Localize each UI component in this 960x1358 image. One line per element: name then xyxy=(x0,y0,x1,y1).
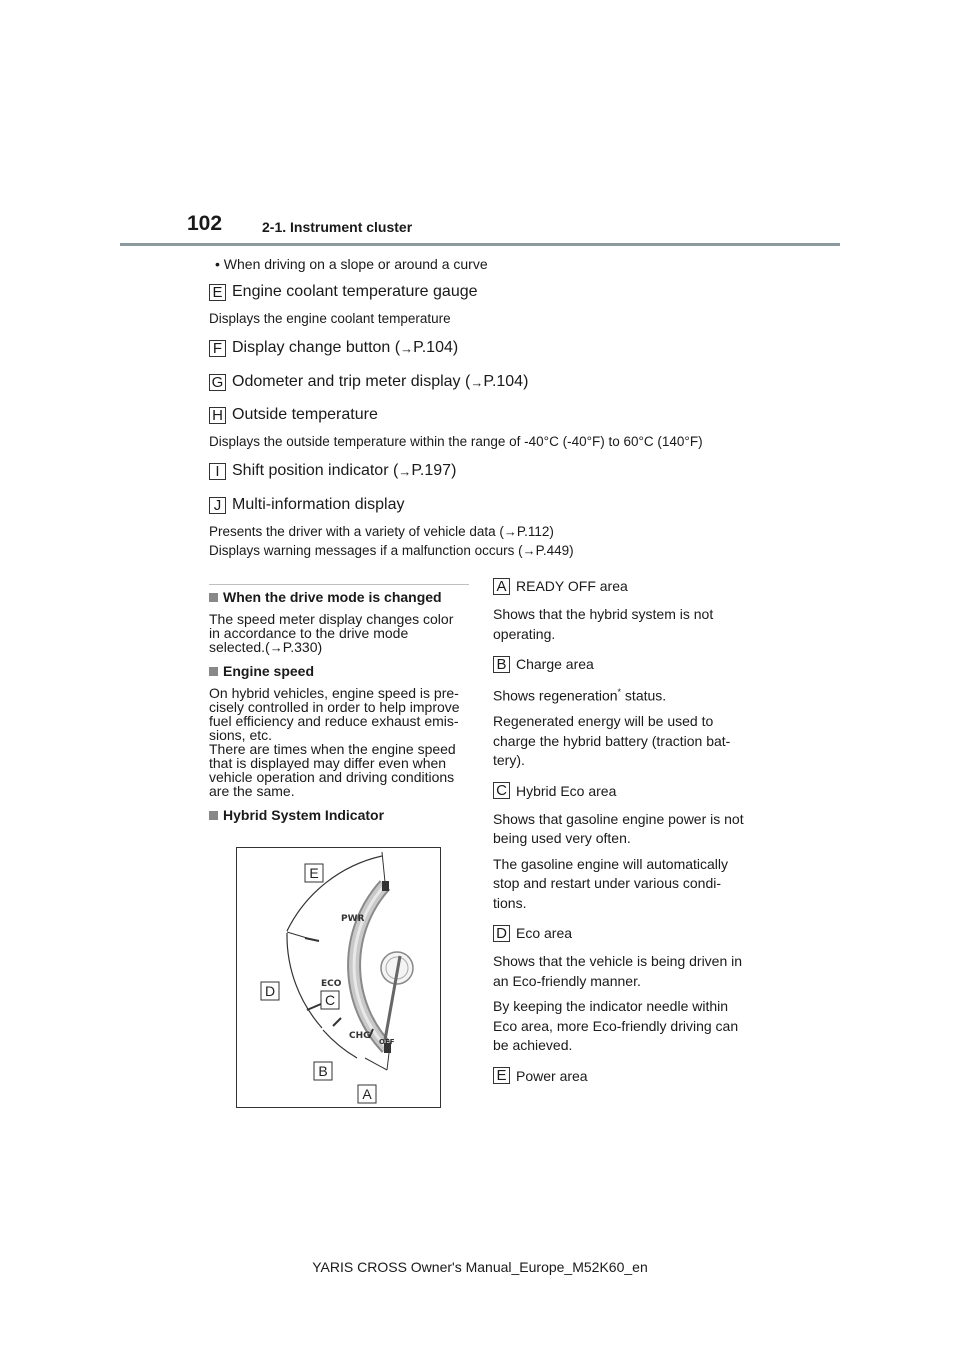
left-column xyxy=(209,584,469,823)
arrow-icon: → xyxy=(398,463,412,479)
text-fragment: status. xyxy=(621,687,667,704)
item-i xyxy=(209,462,456,480)
text-line: sions, etc. xyxy=(209,727,273,743)
text-line: The speed meter display changes color xyxy=(209,611,454,627)
text-line: tery). xyxy=(493,752,525,769)
page-number: 102 xyxy=(187,212,223,235)
item-j-desc-2 xyxy=(209,542,574,560)
item-letter: I xyxy=(209,463,226,480)
label-a: A xyxy=(362,1086,372,1102)
item-f xyxy=(209,339,458,357)
item-h xyxy=(209,406,378,424)
leader-line xyxy=(365,1058,387,1070)
arrow-icon: → xyxy=(269,640,283,655)
item-j-desc-1 xyxy=(209,523,554,541)
item-ref[interactable]: P.104) xyxy=(483,373,529,390)
area-letter: C xyxy=(493,782,510,799)
pwr-marking: PWR xyxy=(341,914,365,924)
area-label: READY OFF area xyxy=(516,578,628,594)
area-letter: B xyxy=(493,656,510,673)
text-fragment: Shows regeneration xyxy=(493,687,618,704)
label-c: C xyxy=(324,992,336,1008)
section-divider xyxy=(209,584,469,585)
text-line: tions. xyxy=(493,894,527,911)
square-bullet-icon xyxy=(209,811,218,820)
item-ref[interactable]: P.104) xyxy=(413,339,459,356)
area-letter: A xyxy=(493,578,510,595)
text-line: be achieved. xyxy=(493,1037,573,1054)
gauge-illustration xyxy=(237,848,440,1107)
area-e-heading xyxy=(493,1066,758,1086)
text-line: are the same. xyxy=(209,783,295,799)
right-column xyxy=(493,576,758,1086)
text-line: There are times when the engine speed xyxy=(209,741,456,757)
item-letter: J xyxy=(209,497,226,514)
item-h-desc: Displays the outside temperature within the range of -40°C (-40°F) to 60°C (140°F) xyxy=(209,434,703,449)
eco-marking: ECO xyxy=(321,979,342,989)
footer-manual-id: YARIS CROSS Owner's Manual_Europe_M52K60_en xyxy=(312,1259,648,1275)
arrow-icon: → xyxy=(503,524,517,539)
desc-text: Presents the driver with a variety of vehicle data ( xyxy=(209,524,504,539)
heading-text: Engine speed xyxy=(223,663,315,679)
square-bullet-icon xyxy=(209,593,218,602)
page-ref[interactable]: P.112) xyxy=(516,524,554,539)
item-label: Odometer and trip meter display ( xyxy=(232,373,471,390)
heading-text: Hybrid System Indicator xyxy=(223,807,385,823)
area-letter: E xyxy=(493,1067,510,1084)
area-label: Eco area xyxy=(516,925,573,942)
area-a-heading xyxy=(493,576,758,596)
arrow-icon: → xyxy=(470,374,484,390)
page-ref[interactable]: P.449) xyxy=(535,543,574,558)
text-line: in accordance to the drive mode xyxy=(209,625,409,641)
text-line: By keeping the indicator needle within xyxy=(493,998,729,1015)
text-line: Shows that the vehicle is being driven in xyxy=(493,953,743,970)
text-line: operating. xyxy=(493,625,556,642)
item-g xyxy=(209,373,528,391)
text-line: vehicle operation and driving conditions xyxy=(209,769,455,785)
item-label: Engine coolant temperature gauge xyxy=(232,283,478,300)
area-label: Power area xyxy=(516,1067,588,1084)
area-c-heading xyxy=(493,781,758,801)
item-letter: E xyxy=(209,284,226,301)
eco-dimension-arc xyxy=(287,933,322,1028)
text-line: that is displayed may differ even when xyxy=(209,755,447,771)
label-d: D xyxy=(264,983,276,999)
page-ref[interactable]: P.330) xyxy=(282,639,323,655)
off-marking: OFF xyxy=(379,1038,395,1046)
leader-line xyxy=(387,1053,389,1070)
item-letter: G xyxy=(209,374,226,391)
hybrid-indicator-heading xyxy=(209,807,469,823)
item-letter: F xyxy=(209,340,226,357)
arrow-icon: → xyxy=(400,340,414,356)
item-label: Shift position indicator ( xyxy=(232,462,399,479)
drive-mode-heading xyxy=(209,589,469,605)
bullet-line: • When driving on a slope or around a curve xyxy=(215,256,488,272)
header-divider xyxy=(120,243,840,246)
segment-tick xyxy=(333,1018,341,1026)
arrow-icon: → xyxy=(522,543,536,558)
item-label: Outside temperature xyxy=(232,406,378,423)
area-label: Charge area xyxy=(516,656,594,672)
text-line: an Eco-friendly manner. xyxy=(493,972,641,989)
item-j xyxy=(209,496,405,514)
text-fragment: selected.( xyxy=(209,639,270,655)
item-e-desc: Displays the engine coolant temperature xyxy=(209,311,451,326)
heading-text: When the drive mode is changed xyxy=(223,589,442,605)
text-line: Shows that the hybrid system is not xyxy=(493,606,714,622)
text-line xyxy=(209,640,469,655)
text-line xyxy=(493,683,758,706)
text-line: Regenerated energy will be used to xyxy=(493,713,714,730)
area-label: Hybrid Eco area xyxy=(516,782,617,799)
area-d-heading xyxy=(493,923,758,943)
segment-tick xyxy=(305,938,319,941)
text-line: On hybrid vehicles, engine speed is pre- xyxy=(209,685,459,701)
area-b-heading xyxy=(493,654,758,674)
section-title: 2-1. Instrument cluster xyxy=(262,219,413,235)
hybrid-indicator-diagram xyxy=(236,847,441,1108)
text-line: Eco area, more Eco-friendly driving can xyxy=(493,1017,739,1034)
text-line: being used very often. xyxy=(493,830,631,847)
chg-marking: CHG xyxy=(349,1031,371,1041)
gauge-end-cap xyxy=(382,881,389,891)
item-letter: H xyxy=(209,407,226,424)
item-label: Display change button ( xyxy=(232,339,401,356)
segment-tick xyxy=(307,1004,321,1010)
item-label: Multi-information display xyxy=(232,496,405,513)
text-line: charge the hybrid battery (traction bat- xyxy=(493,732,731,749)
leader-line xyxy=(287,932,307,938)
text-line: stop and restart under various condi- xyxy=(493,875,722,892)
text-line: fuel efficiency and reduce exhaust emis- xyxy=(209,713,459,729)
text-line: The gasoline engine will automatically xyxy=(493,855,729,872)
leader-line xyxy=(382,852,385,882)
square-bullet-icon xyxy=(209,667,218,676)
text-line: cisely controlled in order to help improve xyxy=(209,699,460,715)
area-letter: D xyxy=(493,925,510,942)
engine-speed-heading xyxy=(209,663,469,679)
desc-text: Displays warning messages if a malfunction occurs ( xyxy=(209,543,523,558)
footnote-marker: * xyxy=(617,687,622,697)
label-e: E xyxy=(309,865,319,881)
item-e xyxy=(209,283,478,301)
text-line: Shows that gasoline engine power is not xyxy=(493,810,744,827)
label-b: B xyxy=(318,1063,328,1079)
item-ref[interactable]: P.197) xyxy=(411,462,457,479)
